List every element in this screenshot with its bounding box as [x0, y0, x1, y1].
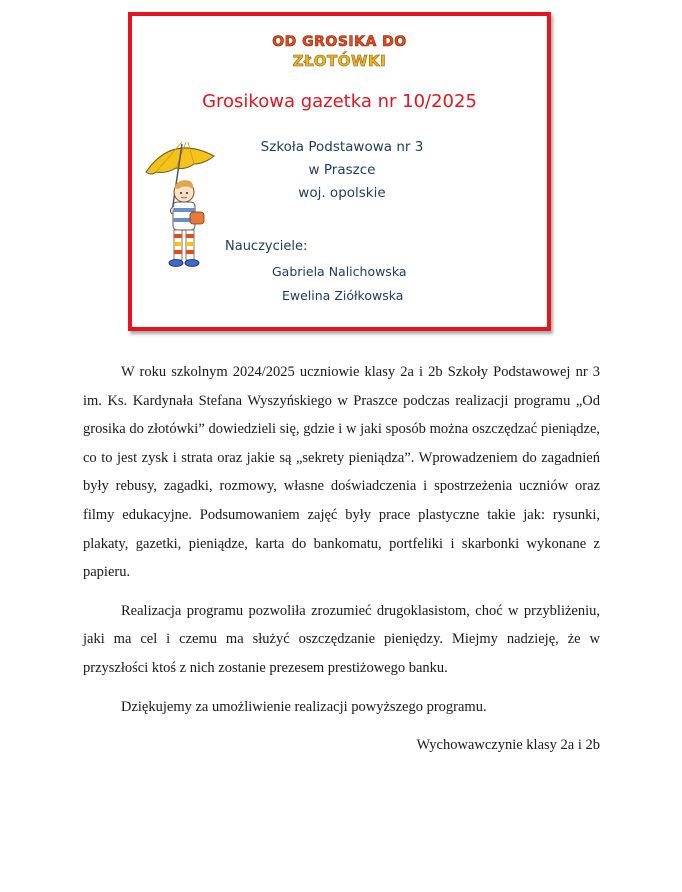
gazette-header-frame [128, 12, 551, 331]
teacher-name: Gabriela Nalichowska [272, 264, 407, 279]
school-info [242, 136, 442, 205]
article-paragraph: Dziękujemy za umożliwienie realizacji powyższego programu. [121, 698, 487, 715]
article-paragraph: Realizacja programu pozwoliła zrozumieć drugoklasistom, choć w przybliżeniu, jaki ma cel i czemu ma służyć oszczędzanie pieniędzy. Miejmy nadzieję, że w przyszłości ktoś z nich zostanie prezesem prestiżowego banku. [83, 602, 600, 676]
school-town: w Praszce [308, 162, 376, 178]
school-name: Szkoła Podstawowa nr 3 [260, 139, 424, 155]
teacher-name: Ewelina Ziółkowska [282, 288, 404, 303]
school-province: woj. opolskie [298, 185, 386, 201]
signature: Wychowawczynie klasy 2a i 2b [416, 737, 600, 754]
umbrella-boy-illustration [142, 134, 217, 274]
article-body [83, 358, 600, 770]
gazette-title: Grosikowa gazetka nr 10/2025 [202, 91, 477, 112]
program-logo-line2: ZŁOTÓWKI [292, 52, 387, 70]
teachers-label: Nauczyciele: [225, 239, 308, 254]
article-paragraph: W roku szkolnym 2024/2025 uczniowie klasy 2a i 2b Szkoły Podstawowej nr 3 im. Ks. Kardynała Stefana Wyszyńskiego w Praszce podczas realizacji programu „Od grosika do złotówki” dowiedzieli się, gdzie i w jaki sposób można oszczędzać pieniądze, co to jest zysk i strata oraz jakie są „sekrety pieniądza”. Wprowadzeniem do zagadnień były rebusy, zagadki, rozmowy, własne doświadczenia i spostrzeżenia uczniów oraz filmy edukacyjne. Podsumowaniem zajęć były prace plastyczne takie jak: rysunki, plakaty, gazetki, pieniądze, karta do bankomatu, portfeliki i skarbonki wykonane z papieru. [83, 364, 600, 581]
program-logo-line1: OD GROSIKA DO [272, 34, 407, 50]
